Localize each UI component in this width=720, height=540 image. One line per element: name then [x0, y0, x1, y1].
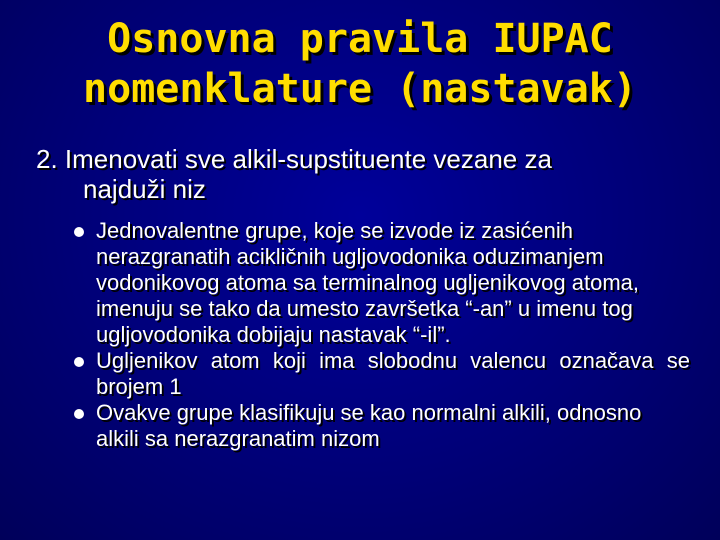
bullet-text: Ugljenikov atom koji ima slobodnu valencu označava se brojem 1	[96, 348, 690, 399]
bullet-dot-icon	[74, 409, 84, 419]
point-text-line-2: najduži niz	[83, 174, 206, 204]
bullet-item	[74, 400, 690, 452]
bullet-text: Ovakve grupe klasifikuju se kao normalni alkili, odnosno alkili sa nerazgranatim nizom	[96, 400, 642, 451]
bullet-item	[74, 348, 690, 400]
point-number: 2.	[36, 144, 58, 174]
bullet-dot-icon	[74, 227, 84, 237]
point-text-line-1: Imenovati sve alkil-supstituente vezane za	[64, 144, 552, 174]
slide-title	[0, 14, 720, 114]
bullet-text: Jednovalentne grupe, koje se izvode iz zasićenih nerazgranatih acikličnih ugljovodonika oduzimanjem vodonikovog atoma sa terminalnog ugljenikovog atoma, imenuju se tako da umesto završetka “-an” u imenu tog ugljovodonika dobijaju nastavak “-il”.	[96, 218, 639, 347]
title-line-1: Osnovna pravila IUPAC	[107, 16, 613, 62]
bullet-item	[74, 218, 690, 348]
title-line-2: nomenklature (nastavak)	[83, 66, 637, 112]
main-point	[36, 144, 696, 204]
bullet-dot-icon	[74, 357, 84, 367]
bullet-list	[74, 218, 690, 452]
